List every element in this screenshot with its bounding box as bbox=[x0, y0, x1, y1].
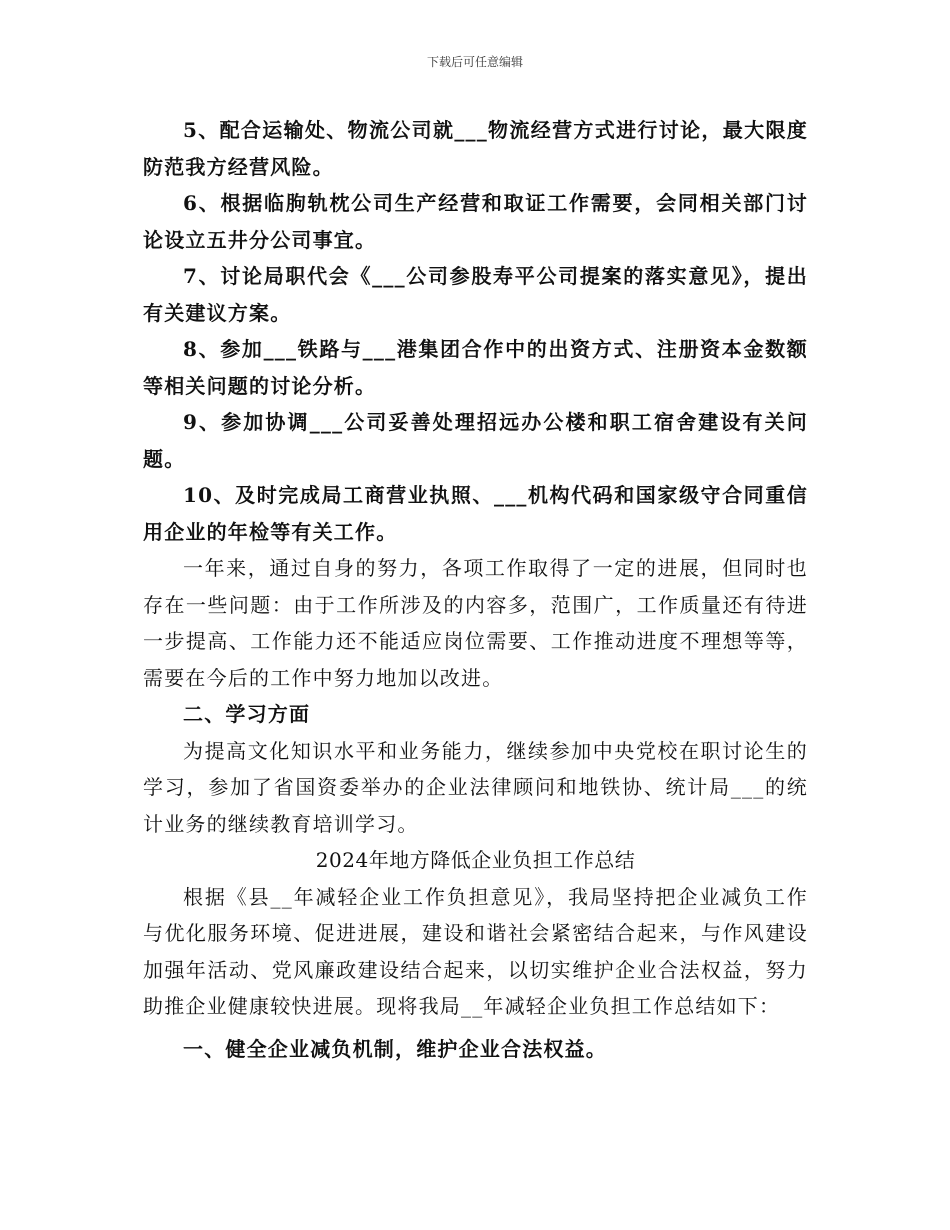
document-body bbox=[143, 112, 808, 1067]
study-paragraph: 为提高文化知识水平和业务能力，继续参加中央党校在职讨论生的学习，参加了省国资委举办的企业法律顾问和地铁协、统计局___的统计业务的继续教育培训学习。 bbox=[143, 738, 808, 836]
summary-paragraph: 一年来，通过自身的努力，各项工作取得了一定的进展，但同时也存在一些问题：由于工作所涉及的内容多，范围广，工作质量还有待进一步提高、工作能力还不能适应岗位需要、工作推动进度不理想等等，需要在今后的工作中努力地加以改进。 bbox=[143, 556, 808, 690]
document-title: 2024年地方降低企业负担工作总结 bbox=[315, 848, 636, 872]
header-note: 下载后可任意编辑 bbox=[426, 55, 523, 69]
list-item: 5、配合运输处、物流公司就___物流经营方式进行讨论，最大限度防范我方经营风险。 bbox=[143, 118, 808, 179]
list-item: 8、参加___铁路与___港集团合作中的出资方式、注册资本金数额等相关问题的讨论分析。 bbox=[143, 337, 808, 398]
section-heading: 二、学习方面 bbox=[183, 702, 311, 726]
list-item: 9、参加协调___公司妥善处理招远办公楼和职工宿舍建设有关问题。 bbox=[143, 410, 808, 471]
list-item: 10、及时完成局工商营业执照、___机构代码和国家级守合同重信用企业的年检等有关工作。 bbox=[143, 483, 808, 544]
section-heading: 一、健全企业减负机制，维护企业合法权益。 bbox=[183, 1036, 607, 1061]
list-item: 6、根据临朐轨枕公司生产经营和取证工作需要，会同相关部门讨论设立五井分公司事宜。 bbox=[143, 191, 808, 252]
list-item: 7、讨论局职代会《___公司参股寿平公司提案的落实意见》，提出有关建议方案。 bbox=[143, 264, 808, 325]
intro-paragraph: 根据《县__年减轻企业工作负担意见》，我局坚持把企业减负工作与优化服务环境、促进进展，建设和谐社会紧密结合起来，与作风建设加强年活动、党风廉政建设结合起来，以切实维护企业合法权益，努力助推企业健康较快进展。现将我局__年减轻企业负担工作总结如下： bbox=[143, 884, 808, 1018]
